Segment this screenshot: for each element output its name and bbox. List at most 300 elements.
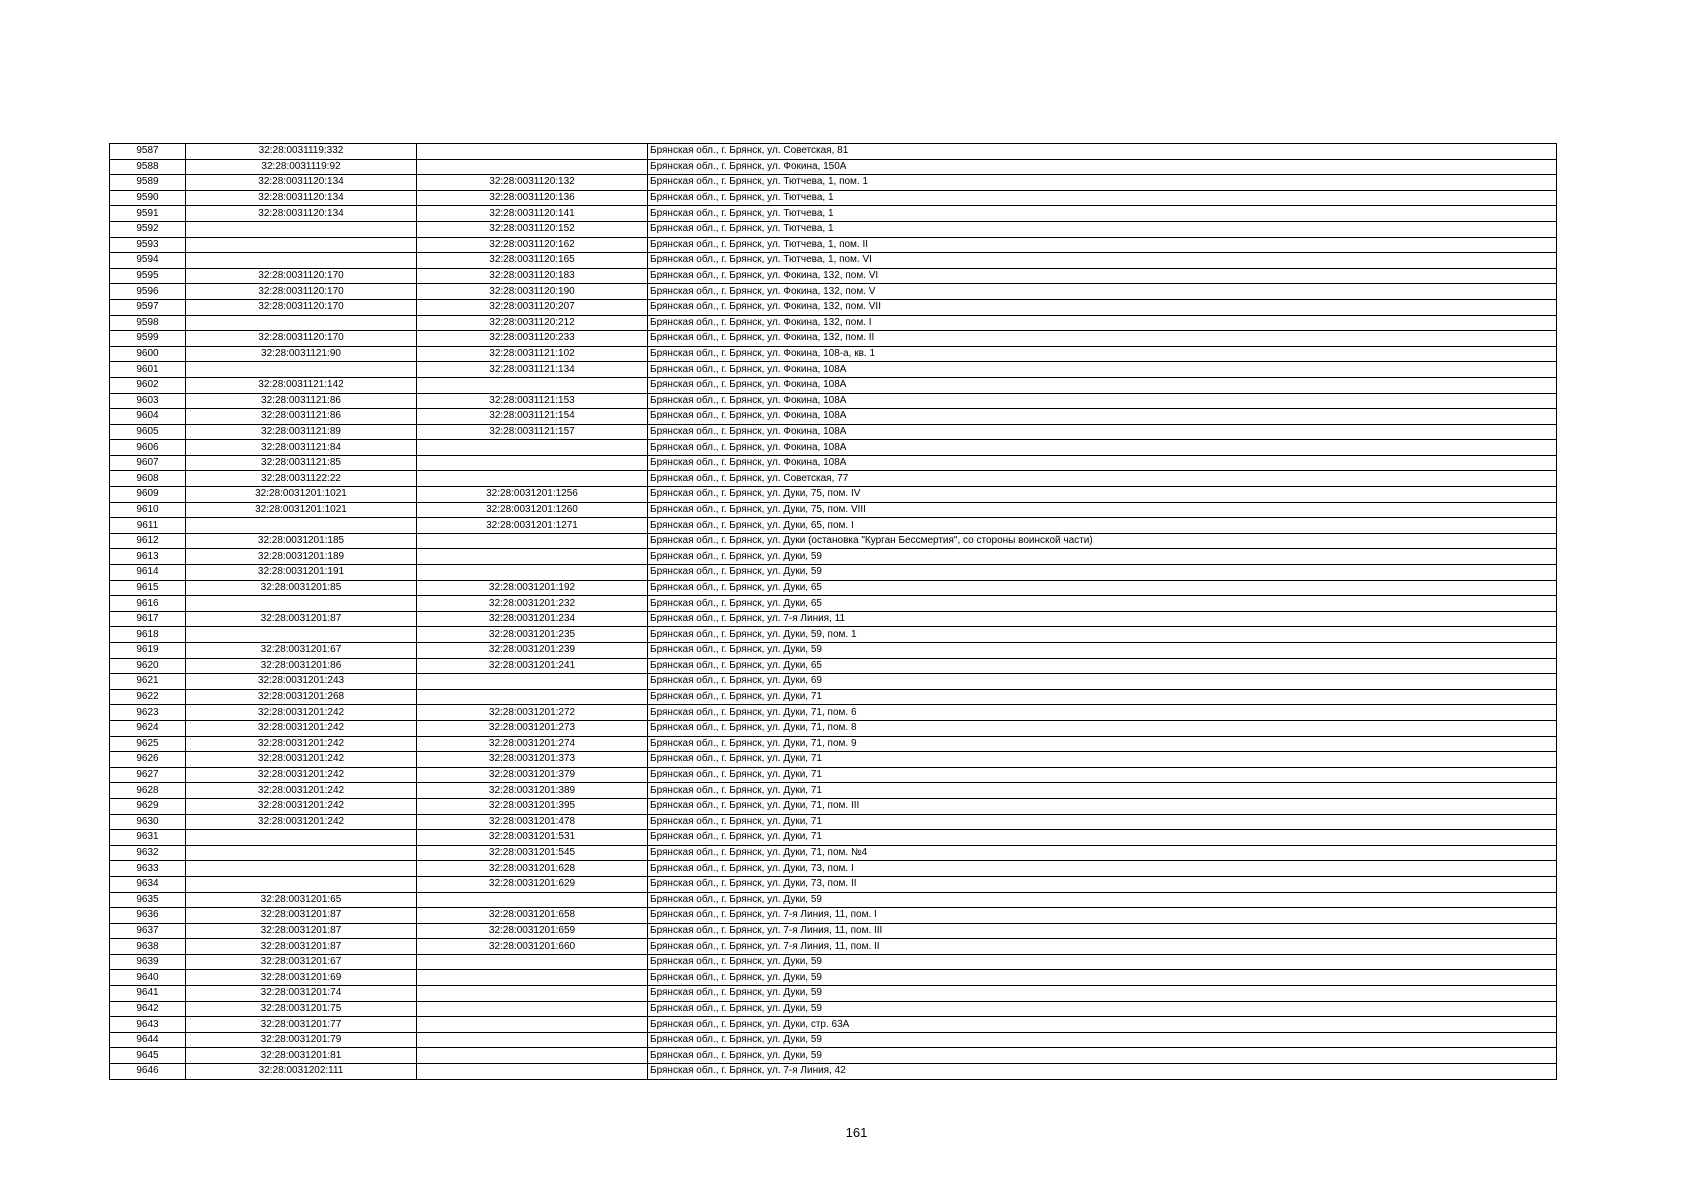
table-row bbox=[110, 596, 1557, 612]
row-number-cell: 9618 bbox=[110, 627, 186, 643]
row-number-cell: 9627 bbox=[110, 767, 186, 783]
parcel-cadastral-number-cell: 32:28:0031201:87 bbox=[186, 908, 417, 924]
parcel-cadastral-number-cell: 32:28:0031201:65 bbox=[186, 892, 417, 908]
object-cadastral-number-cell bbox=[417, 440, 648, 456]
table-row bbox=[110, 689, 1557, 705]
address-cell: Брянская обл., г. Брянск, ул. Фокина, 108А bbox=[648, 377, 1557, 393]
object-cadastral-number-cell bbox=[417, 549, 648, 565]
table-row bbox=[110, 1032, 1557, 1048]
object-cadastral-number-cell: 32:28:0031201:192 bbox=[417, 580, 648, 596]
object-cadastral-number-cell: 32:28:0031121:154 bbox=[417, 409, 648, 425]
parcel-cadastral-number-cell: 32:28:0031121:85 bbox=[186, 455, 417, 471]
address-cell: Брянская обл., г. Брянск, ул. Тютчева, 1 bbox=[648, 221, 1557, 237]
address-cell: Брянская обл., г. Брянск, ул. Тютчева, 1, пом. II bbox=[648, 237, 1557, 253]
object-cadastral-number-cell bbox=[417, 689, 648, 705]
row-number-cell: 9639 bbox=[110, 954, 186, 970]
table-row bbox=[110, 908, 1557, 924]
address-cell: Брянская обл., г. Брянск, ул. 7-я Линия, 11 bbox=[648, 611, 1557, 627]
table-row bbox=[110, 331, 1557, 347]
address-cell: Брянская обл., г. Брянск, ул. Фокина, 150А bbox=[648, 159, 1557, 175]
row-number-cell: 9591 bbox=[110, 206, 186, 222]
registry-table bbox=[109, 143, 1557, 1080]
object-cadastral-number-cell bbox=[417, 970, 648, 986]
object-cadastral-number-cell: 32:28:0031121:153 bbox=[417, 393, 648, 409]
object-cadastral-number-cell: 32:28:0031120:162 bbox=[417, 237, 648, 253]
table-row bbox=[110, 611, 1557, 627]
row-number-cell: 9606 bbox=[110, 440, 186, 456]
object-cadastral-number-cell: 32:28:0031201:658 bbox=[417, 908, 648, 924]
parcel-cadastral-number-cell: 32:28:0031201:242 bbox=[186, 783, 417, 799]
address-cell: Брянская обл., г. Брянск, ул. Фокина, 108А bbox=[648, 424, 1557, 440]
row-number-cell: 9631 bbox=[110, 830, 186, 846]
object-cadastral-number-cell: 32:28:0031201:272 bbox=[417, 705, 648, 721]
parcel-cadastral-number-cell bbox=[186, 518, 417, 534]
table-row bbox=[110, 986, 1557, 1002]
parcel-cadastral-number-cell: 32:28:0031120:170 bbox=[186, 331, 417, 347]
table-row bbox=[110, 253, 1557, 269]
row-number-cell: 9640 bbox=[110, 970, 186, 986]
parcel-cadastral-number-cell: 32:28:0031201:242 bbox=[186, 798, 417, 814]
address-cell: Брянская обл., г. Брянск, ул. Дуки, 71, пом. №4 bbox=[648, 845, 1557, 861]
address-cell: Брянская обл., г. Брянск, ул. Фокина, 108А bbox=[648, 393, 1557, 409]
address-cell: Брянская обл., г. Брянск, ул. Дуки, 71 bbox=[648, 752, 1557, 768]
object-cadastral-number-cell: 32:28:0031201:1260 bbox=[417, 502, 648, 518]
row-number-cell: 9637 bbox=[110, 923, 186, 939]
address-cell: Брянская обл., г. Брянск, ул. Тютчева, 1, пом. 1 bbox=[648, 175, 1557, 191]
parcel-cadastral-number-cell: 32:28:0031201:77 bbox=[186, 1017, 417, 1033]
address-cell: Брянская обл., г. Брянск, ул. Дуки, 65, пом. I bbox=[648, 518, 1557, 534]
object-cadastral-number-cell: 32:28:0031201:478 bbox=[417, 814, 648, 830]
table-row bbox=[110, 455, 1557, 471]
table-row bbox=[110, 377, 1557, 393]
table-row bbox=[110, 175, 1557, 191]
address-cell: Брянская обл., г. Брянск, ул. Фокина, 108А bbox=[648, 362, 1557, 378]
row-number-cell: 9611 bbox=[110, 518, 186, 534]
address-cell: Брянская обл., г. Брянск, ул. Дуки, 59, пом. 1 bbox=[648, 627, 1557, 643]
row-number-cell: 9593 bbox=[110, 237, 186, 253]
address-cell: Брянская обл., г. Брянск, ул. Дуки, 59 bbox=[648, 1001, 1557, 1017]
address-cell: Брянская обл., г. Брянск, ул. Дуки, 59 bbox=[648, 1048, 1557, 1064]
table-row bbox=[110, 190, 1557, 206]
parcel-cadastral-number-cell: 32:28:0031201:242 bbox=[186, 752, 417, 768]
object-cadastral-number-cell: 32:28:0031120:141 bbox=[417, 206, 648, 222]
row-number-cell: 9603 bbox=[110, 393, 186, 409]
object-cadastral-number-cell bbox=[417, 1017, 648, 1033]
object-cadastral-number-cell bbox=[417, 1001, 648, 1017]
page-number: 161 bbox=[845, 1125, 868, 1140]
address-cell: Брянская обл., г. Брянск, ул. Дуки, 69 bbox=[648, 674, 1557, 690]
object-cadastral-number-cell: 32:28:0031201:395 bbox=[417, 798, 648, 814]
object-cadastral-number-cell bbox=[417, 1032, 648, 1048]
object-cadastral-number-cell: 32:28:0031201:1271 bbox=[417, 518, 648, 534]
table-row bbox=[110, 315, 1557, 331]
row-number-cell: 9624 bbox=[110, 720, 186, 736]
row-number-cell: 9628 bbox=[110, 783, 186, 799]
row-number-cell: 9633 bbox=[110, 861, 186, 877]
address-cell: Брянская обл., г. Брянск, ул. Тютчева, 1 bbox=[648, 190, 1557, 206]
row-number-cell: 9617 bbox=[110, 611, 186, 627]
object-cadastral-number-cell: 32:28:0031120:183 bbox=[417, 268, 648, 284]
parcel-cadastral-number-cell bbox=[186, 861, 417, 877]
parcel-cadastral-number-cell: 32:28:0031201:87 bbox=[186, 939, 417, 955]
table-row bbox=[110, 798, 1557, 814]
registry-table-body bbox=[110, 144, 1557, 1080]
address-cell: Брянская обл., г. Брянск, ул. Дуки, 71 bbox=[648, 830, 1557, 846]
object-cadastral-number-cell: 32:28:0031120:233 bbox=[417, 331, 648, 347]
row-number-cell: 9609 bbox=[110, 487, 186, 503]
table-row bbox=[110, 736, 1557, 752]
table-row bbox=[110, 471, 1557, 487]
row-number-cell: 9616 bbox=[110, 596, 186, 612]
parcel-cadastral-number-cell bbox=[186, 830, 417, 846]
parcel-cadastral-number-cell bbox=[186, 315, 417, 331]
row-number-cell: 9597 bbox=[110, 299, 186, 315]
parcel-cadastral-number-cell: 32:28:0031201:189 bbox=[186, 549, 417, 565]
parcel-cadastral-number-cell: 32:28:0031201:191 bbox=[186, 565, 417, 581]
row-number-cell: 9592 bbox=[110, 221, 186, 237]
table-row bbox=[110, 237, 1557, 253]
address-cell: Брянская обл., г. Брянск, ул. Дуки, 71 bbox=[648, 783, 1557, 799]
row-number-cell: 9632 bbox=[110, 845, 186, 861]
row-number-cell: 9626 bbox=[110, 752, 186, 768]
table-row bbox=[110, 221, 1557, 237]
address-cell: Брянская обл., г. Брянск, ул. Тютчева, 1, пом. VI bbox=[648, 253, 1557, 269]
parcel-cadastral-number-cell: 32:28:0031201:1021 bbox=[186, 487, 417, 503]
row-number-cell: 9621 bbox=[110, 674, 186, 690]
table-row bbox=[110, 299, 1557, 315]
row-number-cell: 9629 bbox=[110, 798, 186, 814]
row-number-cell: 9645 bbox=[110, 1048, 186, 1064]
row-number-cell: 9605 bbox=[110, 424, 186, 440]
parcel-cadastral-number-cell: 32:28:0031201:75 bbox=[186, 1001, 417, 1017]
table-row bbox=[110, 705, 1557, 721]
table-row bbox=[110, 876, 1557, 892]
table-row bbox=[110, 752, 1557, 768]
address-cell: Брянская обл., г. Брянск, ул. Дуки, 71 bbox=[648, 814, 1557, 830]
object-cadastral-number-cell: 32:28:0031201:241 bbox=[417, 658, 648, 674]
object-cadastral-number-cell: 32:28:0031201:1256 bbox=[417, 487, 648, 503]
table-row bbox=[110, 861, 1557, 877]
object-cadastral-number-cell: 32:28:0031201:274 bbox=[417, 736, 648, 752]
object-cadastral-number-cell: 32:28:0031201:379 bbox=[417, 767, 648, 783]
object-cadastral-number-cell bbox=[417, 565, 648, 581]
object-cadastral-number-cell: 32:28:0031120:152 bbox=[417, 221, 648, 237]
object-cadastral-number-cell: 32:28:0031121:134 bbox=[417, 362, 648, 378]
parcel-cadastral-number-cell: 32:28:0031120:134 bbox=[186, 190, 417, 206]
object-cadastral-number-cell: 32:28:0031201:660 bbox=[417, 939, 648, 955]
row-number-cell: 9607 bbox=[110, 455, 186, 471]
object-cadastral-number-cell bbox=[417, 377, 648, 393]
table-row bbox=[110, 658, 1557, 674]
parcel-cadastral-number-cell: 32:28:0031201:268 bbox=[186, 689, 417, 705]
address-cell: Брянская обл., г. Брянск, ул. Фокина, 108А bbox=[648, 440, 1557, 456]
address-cell: Брянская обл., г. Брянск, ул. Фокина, 132, пом. I bbox=[648, 315, 1557, 331]
object-cadastral-number-cell: 32:28:0031201:628 bbox=[417, 861, 648, 877]
row-number-cell: 9589 bbox=[110, 175, 186, 191]
parcel-cadastral-number-cell: 32:28:0031201:86 bbox=[186, 658, 417, 674]
object-cadastral-number-cell: 32:28:0031120:132 bbox=[417, 175, 648, 191]
address-cell: Брянская обл., г. Брянск, ул. Дуки, 59 bbox=[648, 549, 1557, 565]
row-number-cell: 9598 bbox=[110, 315, 186, 331]
parcel-cadastral-number-cell: 32:28:0031202:111 bbox=[186, 1064, 417, 1080]
row-number-cell: 9614 bbox=[110, 565, 186, 581]
row-number-cell: 9610 bbox=[110, 502, 186, 518]
address-cell: Брянская обл., г. Брянск, ул. Фокина, 108-а, кв. 1 bbox=[648, 346, 1557, 362]
table-row bbox=[110, 424, 1557, 440]
address-cell: Брянская обл., г. Брянск, ул. 7-я Линия, 42 bbox=[648, 1064, 1557, 1080]
address-cell: Брянская обл., г. Брянск, ул. Советская, 81 bbox=[648, 144, 1557, 160]
object-cadastral-number-cell: 32:28:0031201:389 bbox=[417, 783, 648, 799]
object-cadastral-number-cell: 32:28:0031120:190 bbox=[417, 284, 648, 300]
address-cell: Брянская обл., г. Брянск, ул. Дуки, 71 bbox=[648, 689, 1557, 705]
table-row bbox=[110, 533, 1557, 549]
address-cell: Брянская обл., г. Брянск, ул. Дуки, 75, пом. VIII bbox=[648, 502, 1557, 518]
table-row bbox=[110, 674, 1557, 690]
table-row bbox=[110, 580, 1557, 596]
object-cadastral-number-cell: 32:28:0031120:165 bbox=[417, 253, 648, 269]
parcel-cadastral-number-cell: 32:28:0031201:242 bbox=[186, 720, 417, 736]
table-row bbox=[110, 144, 1557, 160]
parcel-cadastral-number-cell: 32:28:0031121:86 bbox=[186, 409, 417, 425]
table-row bbox=[110, 892, 1557, 908]
address-cell: Брянская обл., г. Брянск, ул. Фокина, 132, пом. V bbox=[648, 284, 1557, 300]
object-cadastral-number-cell: 32:28:0031121:102 bbox=[417, 346, 648, 362]
table-row bbox=[110, 440, 1557, 456]
object-cadastral-number-cell bbox=[417, 533, 648, 549]
address-cell: Брянская обл., г. Брянск, ул. Дуки, 59 bbox=[648, 1032, 1557, 1048]
table-row bbox=[110, 1064, 1557, 1080]
row-number-cell: 9604 bbox=[110, 409, 186, 425]
row-number-cell: 9642 bbox=[110, 1001, 186, 1017]
object-cadastral-number-cell bbox=[417, 1064, 648, 1080]
table-row bbox=[110, 409, 1557, 425]
table-row bbox=[110, 643, 1557, 659]
table-row bbox=[110, 284, 1557, 300]
row-number-cell: 9599 bbox=[110, 331, 186, 347]
object-cadastral-number-cell: 32:28:0031201:273 bbox=[417, 720, 648, 736]
parcel-cadastral-number-cell: 32:28:0031201:242 bbox=[186, 767, 417, 783]
address-cell: Брянская обл., г. Брянск, ул. Дуки, 59 bbox=[648, 892, 1557, 908]
parcel-cadastral-number-cell: 32:28:0031201:74 bbox=[186, 986, 417, 1002]
row-number-cell: 9646 bbox=[110, 1064, 186, 1080]
row-number-cell: 9635 bbox=[110, 892, 186, 908]
parcel-cadastral-number-cell: 32:28:0031201:67 bbox=[186, 643, 417, 659]
address-cell: Брянская обл., г. Брянск, ул. Дуки, 71, пом. 6 bbox=[648, 705, 1557, 721]
parcel-cadastral-number-cell: 32:28:0031121:142 bbox=[186, 377, 417, 393]
row-number-cell: 9625 bbox=[110, 736, 186, 752]
address-cell: Брянская обл., г. Брянск, ул. Дуки, 59 bbox=[648, 954, 1557, 970]
row-number-cell: 9638 bbox=[110, 939, 186, 955]
address-cell: Брянская обл., г. Брянск, ул. Дуки, 65 bbox=[648, 596, 1557, 612]
table-row bbox=[110, 206, 1557, 222]
table-row bbox=[110, 346, 1557, 362]
table-row bbox=[110, 1048, 1557, 1064]
object-cadastral-number-cell: 32:28:0031201:232 bbox=[417, 596, 648, 612]
address-cell: Брянская обл., г. Брянск, ул. Фокина, 132, пом. VII bbox=[648, 299, 1557, 315]
address-cell: Брянская обл., г. Брянск, ул. Дуки, стр. 63А bbox=[648, 1017, 1557, 1033]
table-row bbox=[110, 1001, 1557, 1017]
row-number-cell: 9615 bbox=[110, 580, 186, 596]
table-row bbox=[110, 845, 1557, 861]
address-cell: Брянская обл., г. Брянск, ул. Дуки, 71, пом. 9 bbox=[648, 736, 1557, 752]
row-number-cell: 9588 bbox=[110, 159, 186, 175]
table-row bbox=[110, 970, 1557, 986]
object-cadastral-number-cell: 32:28:0031201:545 bbox=[417, 845, 648, 861]
row-number-cell: 9587 bbox=[110, 144, 186, 160]
address-cell: Брянская обл., г. Брянск, ул. Дуки, 73, пом. I bbox=[648, 861, 1557, 877]
table-row bbox=[110, 814, 1557, 830]
table-row bbox=[110, 1017, 1557, 1033]
parcel-cadastral-number-cell: 32:28:0031119:332 bbox=[186, 144, 417, 160]
parcel-cadastral-number-cell: 32:28:0031201:69 bbox=[186, 970, 417, 986]
object-cadastral-number-cell bbox=[417, 144, 648, 160]
row-number-cell: 9619 bbox=[110, 643, 186, 659]
row-number-cell: 9630 bbox=[110, 814, 186, 830]
parcel-cadastral-number-cell: 32:28:0031201:67 bbox=[186, 954, 417, 970]
parcel-cadastral-number-cell bbox=[186, 596, 417, 612]
row-number-cell: 9608 bbox=[110, 471, 186, 487]
parcel-cadastral-number-cell: 32:28:0031120:170 bbox=[186, 268, 417, 284]
address-cell: Брянская обл., г. Брянск, ул. Дуки, 59 bbox=[648, 565, 1557, 581]
parcel-cadastral-number-cell: 32:28:0031201:242 bbox=[186, 736, 417, 752]
parcel-cadastral-number-cell: 32:28:0031201:242 bbox=[186, 814, 417, 830]
row-number-cell: 9623 bbox=[110, 705, 186, 721]
row-number-cell: 9634 bbox=[110, 876, 186, 892]
address-cell: Брянская обл., г. Брянск, ул. Дуки, 59 bbox=[648, 643, 1557, 659]
parcel-cadastral-number-cell: 32:28:0031201:85 bbox=[186, 580, 417, 596]
address-cell: Брянская обл., г. Брянск, ул. Фокина, 108А bbox=[648, 455, 1557, 471]
table-row bbox=[110, 549, 1557, 565]
row-number-cell: 9594 bbox=[110, 253, 186, 269]
table-row bbox=[110, 720, 1557, 736]
object-cadastral-number-cell: 32:28:0031201:659 bbox=[417, 923, 648, 939]
parcel-cadastral-number-cell bbox=[186, 237, 417, 253]
parcel-cadastral-number-cell bbox=[186, 253, 417, 269]
parcel-cadastral-number-cell: 32:28:0031122:22 bbox=[186, 471, 417, 487]
object-cadastral-number-cell bbox=[417, 455, 648, 471]
table-row bbox=[110, 627, 1557, 643]
parcel-cadastral-number-cell bbox=[186, 362, 417, 378]
table-row bbox=[110, 362, 1557, 378]
row-number-cell: 9622 bbox=[110, 689, 186, 705]
address-cell: Брянская обл., г. Брянск, ул. 7-я Линия, 11, пом. III bbox=[648, 923, 1557, 939]
table-row bbox=[110, 767, 1557, 783]
table-row bbox=[110, 393, 1557, 409]
object-cadastral-number-cell bbox=[417, 954, 648, 970]
table-row bbox=[110, 268, 1557, 284]
table-row bbox=[110, 518, 1557, 534]
row-number-cell: 9595 bbox=[110, 268, 186, 284]
row-number-cell: 9602 bbox=[110, 377, 186, 393]
row-number-cell: 9596 bbox=[110, 284, 186, 300]
table-row bbox=[110, 923, 1557, 939]
row-number-cell: 9641 bbox=[110, 986, 186, 1002]
object-cadastral-number-cell bbox=[417, 159, 648, 175]
parcel-cadastral-number-cell: 32:28:0031119:92 bbox=[186, 159, 417, 175]
address-cell: Брянская обл., г. Брянск, ул. Фокина, 132, пом. II bbox=[648, 331, 1557, 347]
parcel-cadastral-number-cell bbox=[186, 876, 417, 892]
object-cadastral-number-cell: 32:28:0031201:239 bbox=[417, 643, 648, 659]
object-cadastral-number-cell: 32:28:0031121:157 bbox=[417, 424, 648, 440]
object-cadastral-number-cell bbox=[417, 892, 648, 908]
parcel-cadastral-number-cell: 32:28:0031120:134 bbox=[186, 175, 417, 191]
address-cell: Брянская обл., г. Брянск, ул. Дуки, 65 bbox=[648, 658, 1557, 674]
parcel-cadastral-number-cell bbox=[186, 221, 417, 237]
address-cell: Брянская обл., г. Брянск, ул. 7-я Линия, 11, пом. II bbox=[648, 939, 1557, 955]
object-cadastral-number-cell: 32:28:0031201:531 bbox=[417, 830, 648, 846]
object-cadastral-number-cell bbox=[417, 986, 648, 1002]
parcel-cadastral-number-cell: 32:28:0031201:87 bbox=[186, 611, 417, 627]
parcel-cadastral-number-cell: 32:28:0031201:87 bbox=[186, 923, 417, 939]
table-row bbox=[110, 954, 1557, 970]
address-cell: Брянская обл., г. Брянск, ул. Дуки, 65 bbox=[648, 580, 1557, 596]
row-number-cell: 9644 bbox=[110, 1032, 186, 1048]
table-row bbox=[110, 487, 1557, 503]
parcel-cadastral-number-cell: 32:28:0031201:243 bbox=[186, 674, 417, 690]
object-cadastral-number-cell: 32:28:0031201:235 bbox=[417, 627, 648, 643]
parcel-cadastral-number-cell: 32:28:0031201:185 bbox=[186, 533, 417, 549]
object-cadastral-number-cell: 32:28:0031120:212 bbox=[417, 315, 648, 331]
parcel-cadastral-number-cell: 32:28:0031121:90 bbox=[186, 346, 417, 362]
address-cell: Брянская обл., г. Брянск, ул. Тютчева, 1 bbox=[648, 206, 1557, 222]
object-cadastral-number-cell bbox=[417, 1048, 648, 1064]
parcel-cadastral-number-cell: 32:28:0031201:242 bbox=[186, 705, 417, 721]
address-cell: Брянская обл., г. Брянск, ул. Дуки, 71, пом. 8 bbox=[648, 720, 1557, 736]
row-number-cell: 9620 bbox=[110, 658, 186, 674]
parcel-cadastral-number-cell: 32:28:0031121:89 bbox=[186, 424, 417, 440]
table-row bbox=[110, 783, 1557, 799]
address-cell: Брянская обл., г. Брянск, ул. Дуки, 59 bbox=[648, 986, 1557, 1002]
row-number-cell: 9636 bbox=[110, 908, 186, 924]
address-cell: Брянская обл., г. Брянск, ул. Дуки (остановка "Курган Бессмертия", со стороны воинской части) bbox=[648, 533, 1557, 549]
address-cell: Брянская обл., г. Брянск, ул. Дуки, 75, пом. IV bbox=[648, 487, 1557, 503]
parcel-cadastral-number-cell: 32:28:0031201:79 bbox=[186, 1032, 417, 1048]
parcel-cadastral-number-cell: 32:28:0031120:134 bbox=[186, 206, 417, 222]
table-row bbox=[110, 830, 1557, 846]
parcel-cadastral-number-cell: 32:28:0031121:86 bbox=[186, 393, 417, 409]
address-cell: Брянская обл., г. Брянск, ул. Советская, 77 bbox=[648, 471, 1557, 487]
address-cell: Брянская обл., г. Брянск, ул. Фокина, 108А bbox=[648, 409, 1557, 425]
row-number-cell: 9643 bbox=[110, 1017, 186, 1033]
row-number-cell: 9601 bbox=[110, 362, 186, 378]
object-cadastral-number-cell bbox=[417, 471, 648, 487]
object-cadastral-number-cell: 32:28:0031201:373 bbox=[417, 752, 648, 768]
object-cadastral-number-cell: 32:28:0031201:234 bbox=[417, 611, 648, 627]
object-cadastral-number-cell: 32:28:0031120:136 bbox=[417, 190, 648, 206]
table-row bbox=[110, 502, 1557, 518]
parcel-cadastral-number-cell: 32:28:0031120:170 bbox=[186, 284, 417, 300]
address-cell: Брянская обл., г. Брянск, ул. Дуки, 71 bbox=[648, 767, 1557, 783]
object-cadastral-number-cell: 32:28:0031201:629 bbox=[417, 876, 648, 892]
address-cell: Брянская обл., г. Брянск, ул. Дуки, 71, пом. III bbox=[648, 798, 1557, 814]
row-number-cell: 9613 bbox=[110, 549, 186, 565]
table-row bbox=[110, 939, 1557, 955]
row-number-cell: 9590 bbox=[110, 190, 186, 206]
parcel-cadastral-number-cell: 32:28:0031201:81 bbox=[186, 1048, 417, 1064]
object-cadastral-number-cell bbox=[417, 674, 648, 690]
table-row bbox=[110, 159, 1557, 175]
parcel-cadastral-number-cell: 32:28:0031120:170 bbox=[186, 299, 417, 315]
parcel-cadastral-number-cell bbox=[186, 845, 417, 861]
row-number-cell: 9600 bbox=[110, 346, 186, 362]
parcel-cadastral-number-cell: 32:28:0031201:1021 bbox=[186, 502, 417, 518]
row-number-cell: 9612 bbox=[110, 533, 186, 549]
address-cell: Брянская обл., г. Брянск, ул. Дуки, 59 bbox=[648, 970, 1557, 986]
object-cadastral-number-cell: 32:28:0031120:207 bbox=[417, 299, 648, 315]
parcel-cadastral-number-cell: 32:28:0031121:84 bbox=[186, 440, 417, 456]
address-cell: Брянская обл., г. Брянск, ул. Дуки, 73, пом. II bbox=[648, 876, 1557, 892]
parcel-cadastral-number-cell bbox=[186, 627, 417, 643]
